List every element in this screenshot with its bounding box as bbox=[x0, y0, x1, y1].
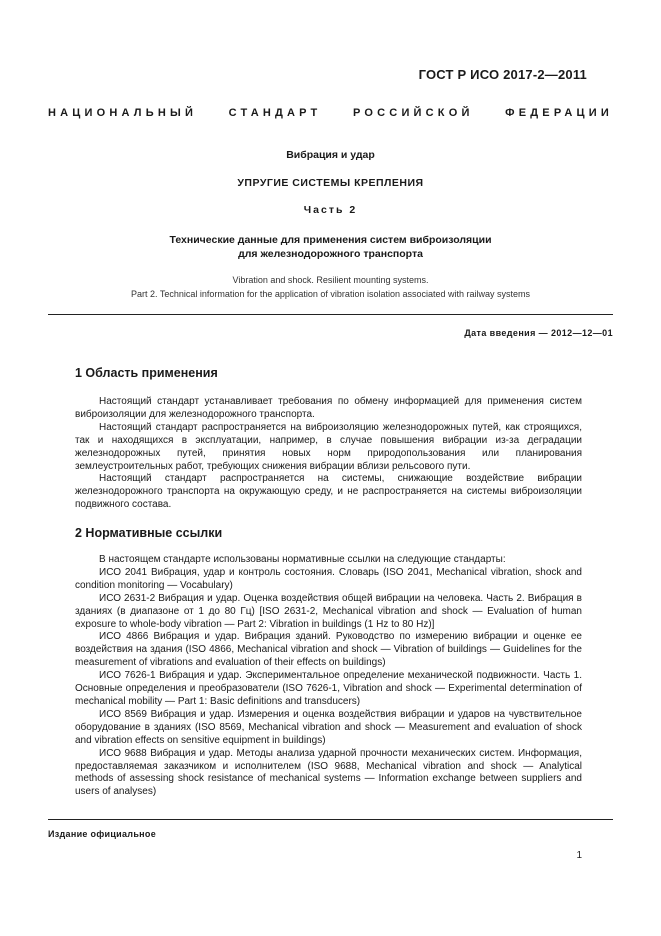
reference-item: ИСО 4866 Вибрация и удар. Вибрация зданий. Руководство по измерению вибрации и оценке ее воздействия на здания (ISO 4866, Mechanical vibration and shock — Vibration of buildings — Guidelines for the measurement of vibrations and evaluation of their effects on buildings) bbox=[75, 631, 582, 669]
introduction-date: Дата введения — 2012—12—01 bbox=[464, 328, 613, 338]
divider-bottom bbox=[48, 819, 613, 820]
edition-note: Издание официальное bbox=[48, 829, 157, 839]
national-standard-banner bbox=[48, 107, 613, 119]
english-title bbox=[48, 273, 613, 301]
banner-word: СТАНДАРТ bbox=[228, 107, 322, 119]
title-line-1: Вибрация и удар bbox=[286, 149, 375, 161]
english-title-line-1: Vibration and shock. Resilient mounting systems. bbox=[232, 275, 429, 285]
section-1-body bbox=[75, 396, 582, 512]
banner-word: РОССИЙСКОЙ bbox=[353, 107, 474, 119]
subtitle bbox=[48, 233, 613, 261]
paragraph: Настоящий стандарт распространяется на системы, снижающие воздействие вибрации железнодорожного транспорта на окружающую среду, и не распространяется на системы виброизоляции подвижного состава. bbox=[75, 473, 582, 511]
paragraph: Настоящий стандарт распространяется на виброизоляцию железнодорожных путей, как строящихся, так и находящихся в эксплуатации, например, в случае повышения вибрации из-за деградации железнодорожных путей, принятия новых норм природопользования или планирования землеустроительных работ, требующих снижения вибрации вблизи рельсового пути. bbox=[75, 421, 582, 472]
english-title-line-2: Part 2. Technical information for the application of vibration isolation associated with railway systems bbox=[130, 289, 531, 299]
banner-word: НАЦИОНАЛЬНЫЙ bbox=[48, 107, 198, 119]
subtitle-line-2: для железнодорожного транспорта bbox=[238, 248, 423, 260]
section-1-heading: 1 Область применения bbox=[75, 366, 218, 380]
title-line-2: УПРУГИЕ СИСТЕМЫ КРЕПЛЕНИЯ bbox=[237, 177, 424, 189]
part-title: Часть 2 bbox=[303, 204, 358, 216]
reference-item: ИСО 2631-2 Вибрация и удар. Оценка воздействия общей вибрации на человека. Часть 2. Вибрация в зданиях (в диапазоне от 1 до 80 Гц) [ISO 2631-2, Mechanical vibration and shock — Evaluation of human exposure to whole-body vibration — Part 2: Vibration in buildings (1 Hz to 80 Hz)] bbox=[75, 592, 582, 630]
reference-item: ИСО 7626-1 Вибрация и удар. Экспериментальное определение механической подвижности. Часть 1. Основные определения и преобразователи (ISO 7626-1, Vibration and shock — Experimental determination of mechanical mobility — Part 1: Basic definitions and transducers) bbox=[75, 670, 582, 707]
banner-word: ФЕДЕРАЦИИ bbox=[505, 107, 613, 119]
page-number: 1 bbox=[576, 850, 582, 861]
divider-top bbox=[48, 314, 613, 315]
reference-item: ИСО 2041 Вибрация, удар и контроль состояния. Словарь (ISO 2041, Mechanical vibration, shock and condition monitoring — Vocabulary) bbox=[75, 566, 582, 591]
section-2-heading: 2 Нормативные ссылки bbox=[75, 526, 223, 540]
document-code: ГОСТ Р ИСО 2017-2—2011 bbox=[418, 67, 587, 82]
reference-item: ИСО 8569 Вибрация и удар. Измерения и оценка воздействия вибрации и ударов на чувствительное оборудование в зданиях (ISO 8569, Mechanical vibration and shock — Measurement and evaluation of shock and vibration effects on sensitive equipment in buildings) bbox=[75, 708, 582, 746]
paragraph: В настоящем стандарте использованы нормативные ссылки на следующие стандарты: bbox=[99, 554, 506, 565]
reference-item: ИСО 9688 Вибрация и удар. Методы анализа ударной прочности механических систем. Информация, предоставляемая заказчиком и исполнителем (ISO 9688, Mechanical vibration and shock — Analytical methods of assessing shock resistance of mechanical systems — Information exchange between suppliers and users of analyses) bbox=[75, 747, 582, 798]
subtitle-line-1: Технические данные для применения систем виброизоляции bbox=[169, 234, 492, 246]
paragraph: Настоящий стандарт устанавливает требования по обмену информацией для применения систем виброизоляции для железнодорожного транспорта. bbox=[75, 396, 582, 420]
section-2-body bbox=[75, 554, 582, 799]
